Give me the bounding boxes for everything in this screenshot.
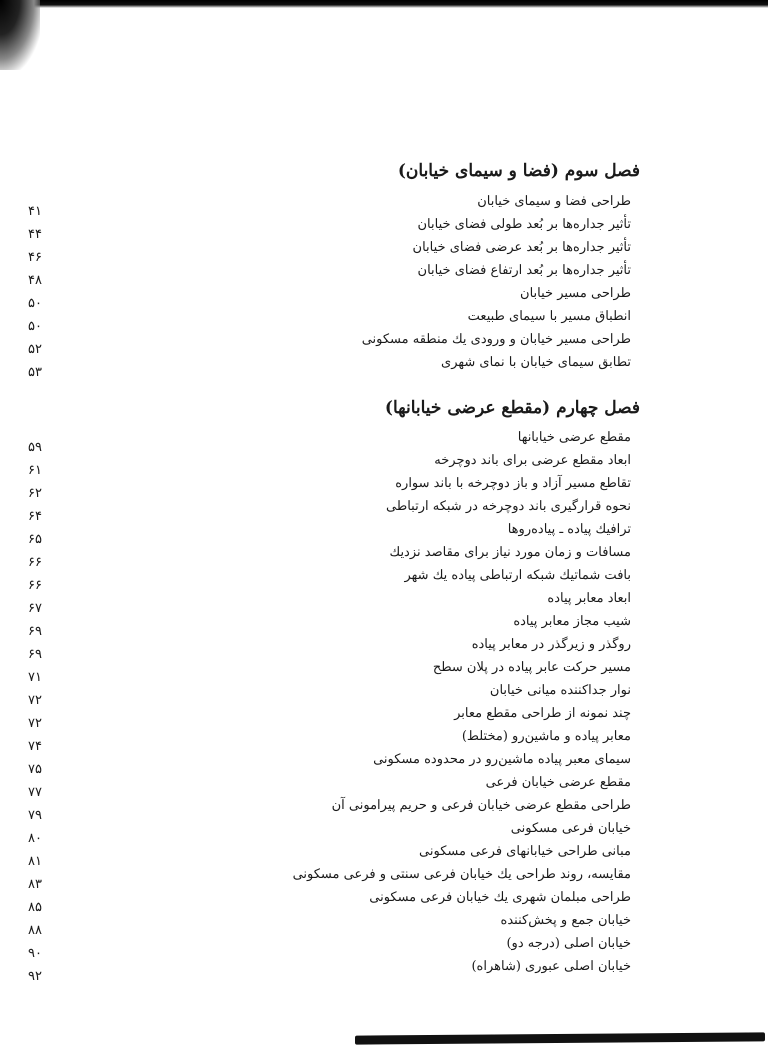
- page-number: ۵۹: [28, 440, 42, 455]
- scan-edge-top: [0, 0, 768, 8]
- toc-entry: ترافیك پیاده ـ پیاده‌روها: [507, 522, 631, 537]
- page-number: ۹۲: [28, 969, 42, 984]
- page-number: ۷۲: [28, 693, 42, 708]
- page-number: ۶۶: [28, 578, 42, 593]
- toc-entry: مقایسه، روند طراحی یك خیابان فرعی سنتی و فرعی مسكونی: [292, 867, 631, 882]
- page-number: ۴۸: [28, 273, 42, 288]
- page-number: ۸۸: [28, 923, 42, 938]
- toc-entry: ابعاد معابر پیاده: [547, 591, 631, 606]
- page-number: ۸۰: [28, 831, 42, 846]
- toc-entry: خیابان جمع و پخش‌كننده: [500, 913, 631, 928]
- toc-entry: تأثیر جداره‌ها بر بُعد ارتفاع فضای خیابان: [417, 263, 631, 278]
- toc-entry: تأثیر جداره‌ها بر بُعد طولی فضای خیابان: [417, 217, 631, 232]
- toc-entry: چند نمونه از طراحی مقطع معابر: [454, 706, 631, 721]
- page-number: ۴۶: [28, 250, 42, 265]
- toc-entry: ابعاد مقطع عرضی برای باند دوچرخه: [434, 453, 631, 468]
- page-number: ۵۰: [28, 296, 42, 311]
- toc-entry: نوار جداكننده میانی خیابان: [489, 683, 631, 698]
- toc-entry: طراحی فضا و سیمای خیابان: [477, 194, 631, 209]
- page-number: ۸۳: [28, 877, 42, 892]
- chapter-heading: فصل چهارم (مقطع عرضی خیابانها): [384, 398, 640, 418]
- page-number: ۶۹: [28, 624, 42, 639]
- toc-entry: خیابان اصلی عبوری (شاهراه): [471, 959, 631, 974]
- scan-shadow-corner: [0, 0, 40, 70]
- toc-entry: معابر پیاده و ماشین‌رو (مختلط): [461, 729, 631, 744]
- toc-entry: بافت شماتیك شبكه ارتباطی پیاده یك شهر: [404, 568, 631, 583]
- page-number: ۷۷: [28, 785, 42, 800]
- toc-entry: تأثیر جداره‌ها بر بُعد عرضی فضای خیابان: [412, 240, 631, 255]
- toc-entry: روگذر و زیرگذر در معابر پیاده: [471, 637, 631, 652]
- toc-entry: شیب مجاز معابر پیاده: [513, 614, 631, 629]
- toc-entry: سیمای معبر پیاده ماشین‌رو در محدوده مسكونی: [373, 752, 631, 767]
- page-number: ۷۵: [28, 762, 42, 777]
- toc-entry: مسافات و زمان مورد نیاز برای مقاصد نزدیك: [389, 545, 631, 560]
- toc-entry: طراحی مبلمان شهری یك خیابان فرعی مسكونی: [369, 890, 631, 905]
- page-number: ۷۱: [28, 670, 42, 685]
- toc-entry: مسیر حركت عابر پیاده در پلان سطح: [432, 660, 631, 675]
- page-number: ۸۱: [28, 854, 42, 869]
- toc-entry: مبانی طراحی خیابانهای فرعی مسكونی: [419, 844, 631, 859]
- page-number: ۹۰: [28, 946, 42, 961]
- page-number: ۶۱: [28, 463, 42, 478]
- toc-entry: تقاطع مسیر آزاد و باز دوچرخه با باند سواره: [395, 476, 631, 491]
- page-number: ۶۷: [28, 601, 42, 616]
- page-number: ۷۴: [28, 739, 42, 754]
- page-number: ۴۱: [28, 204, 42, 219]
- page-number: ۵۳: [28, 365, 42, 380]
- chapter-heading: فصل سوم (فضا و سیمای خیابان): [397, 161, 640, 181]
- page-number: ۶۴: [28, 509, 42, 524]
- toc-entry: طراحی مسیر خیابان: [520, 286, 631, 301]
- toc-entry: خیابان اصلی (درجه دو): [506, 936, 631, 951]
- toc-entry: مقطع عرضی خیابان فرعی: [485, 775, 631, 790]
- page-number: ۸۵: [28, 900, 42, 915]
- page-number: ۷۲: [28, 716, 42, 731]
- page-number: ۴۴: [28, 227, 42, 242]
- page-number: ۶۹: [28, 647, 42, 662]
- page-number: ۵۰: [28, 319, 42, 334]
- scan-edge-bottom: [355, 1032, 765, 1044]
- toc-entry: مقطع عرضی خیابانها: [517, 430, 631, 445]
- page-number: ۷۹: [28, 808, 42, 823]
- toc-entry: خیابان فرعی مسكونی: [510, 821, 631, 836]
- toc-entry: تطابق سیمای خیابان با نمای شهری: [441, 355, 631, 370]
- toc-entry: طراحی مسیر خیابان و ورودی یك منطقه مسكونی: [361, 332, 631, 347]
- toc-entry: طراحی مقطع عرضی خیابان فرعی و حریم پیرامونی آن: [331, 798, 631, 813]
- page-number: ۶۵: [28, 532, 42, 547]
- page-number: ۶۶: [28, 555, 42, 570]
- toc-entry: نحوه قرارگیری باند دوچرخه در شبكه ارتباطی: [386, 499, 631, 514]
- page-number: ۵۲: [28, 342, 42, 357]
- page-number: ۶۲: [28, 486, 42, 501]
- toc-entry: انطباق مسیر با سیمای طبیعت: [467, 309, 631, 324]
